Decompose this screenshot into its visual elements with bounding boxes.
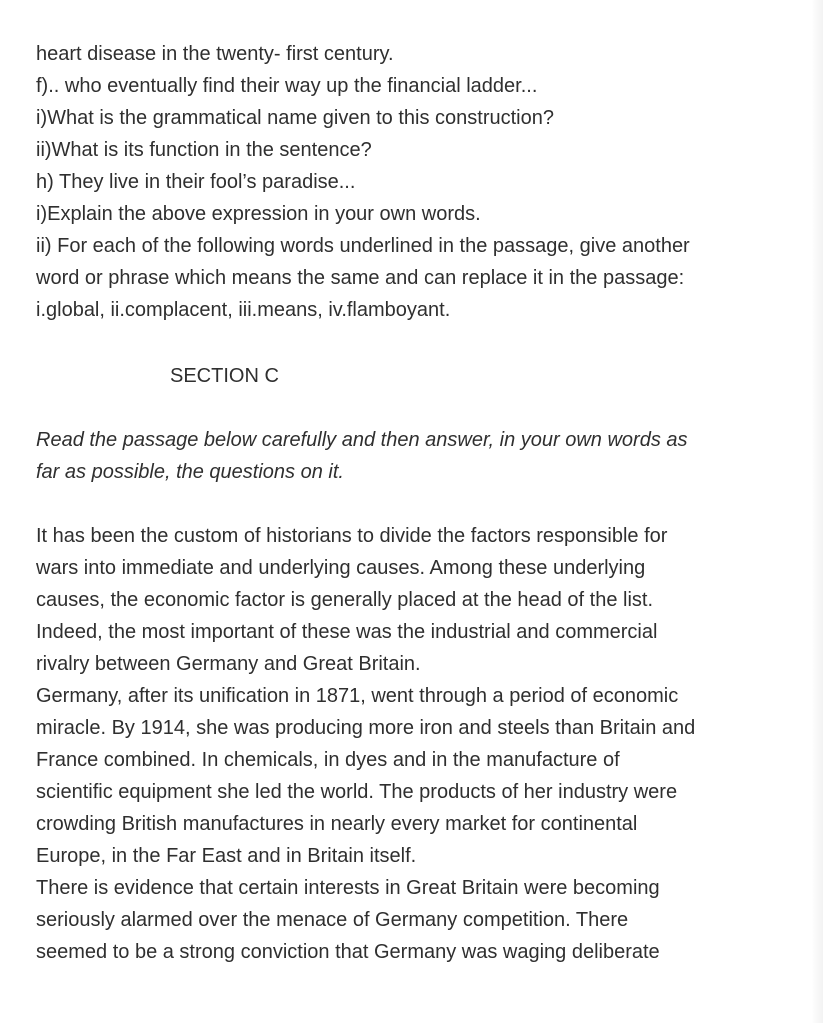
question-line: f).. who eventually find their way up the financial ladder... xyxy=(36,75,538,97)
passage-line: wars into immediate and underlying causes. Among these underlying xyxy=(36,557,646,579)
question-line: word or phrase which means the same and can replace it in the passage: xyxy=(36,267,685,289)
passage-line: crowding British manufactures in nearly every market for continental xyxy=(36,813,638,835)
passage-line: Germany, after its unification in 1871, went through a period of economic xyxy=(36,685,679,707)
passage-line: France combined. In chemicals, in dyes and in the manufacture of xyxy=(36,749,620,771)
passage-line: Europe, in the Far East and in Britain itself. xyxy=(36,845,417,867)
instructions-paragraph xyxy=(36,424,796,488)
question-line: i)What is the grammatical name given to this construction? xyxy=(36,107,554,129)
question-block xyxy=(36,38,796,326)
passage-line: rivalry between Germany and Great Britain. xyxy=(36,653,421,675)
instructions-line: Read the passage below carefully and then answer, in your own words as xyxy=(36,429,688,451)
passage-line: seriously alarmed over the menace of Germany competition. There xyxy=(36,909,629,931)
passage-line: Indeed, the most important of these was the industrial and commercial xyxy=(36,621,658,643)
question-line: ii) For each of the following words underlined in the passage, give another xyxy=(36,235,690,257)
passage-line: scientific equipment she led the world. The products of her industry were xyxy=(36,781,678,803)
question-line: h) They live in their fool’s paradise... xyxy=(36,171,356,193)
question-line: i)Explain the above expression in your own words. xyxy=(36,203,481,225)
instructions-line: far as possible, the questions on it. xyxy=(36,461,344,483)
passage-line: seemed to be a strong conviction that Germany was waging deliberate xyxy=(36,941,660,963)
passage-line: It has been the custom of historians to divide the factors responsible for xyxy=(36,525,668,547)
passage-body xyxy=(36,520,796,968)
question-line: ii)What is its function in the sentence? xyxy=(36,139,372,161)
passage-line: causes, the economic factor is generally placed at the head of the list. xyxy=(36,589,654,611)
section-heading: SECTION C xyxy=(170,365,279,387)
passage-line: There is evidence that certain interests in Great Britain were becoming xyxy=(36,877,660,899)
question-line: heart disease in the twenty- first century. xyxy=(36,43,394,65)
page-edge-shadow xyxy=(811,0,823,1023)
passage-line: miracle. By 1914, she was producing more iron and steels than Britain and xyxy=(36,717,696,739)
question-line: i.global, ii.complacent, iii.means, iv.flamboyant. xyxy=(36,299,451,321)
